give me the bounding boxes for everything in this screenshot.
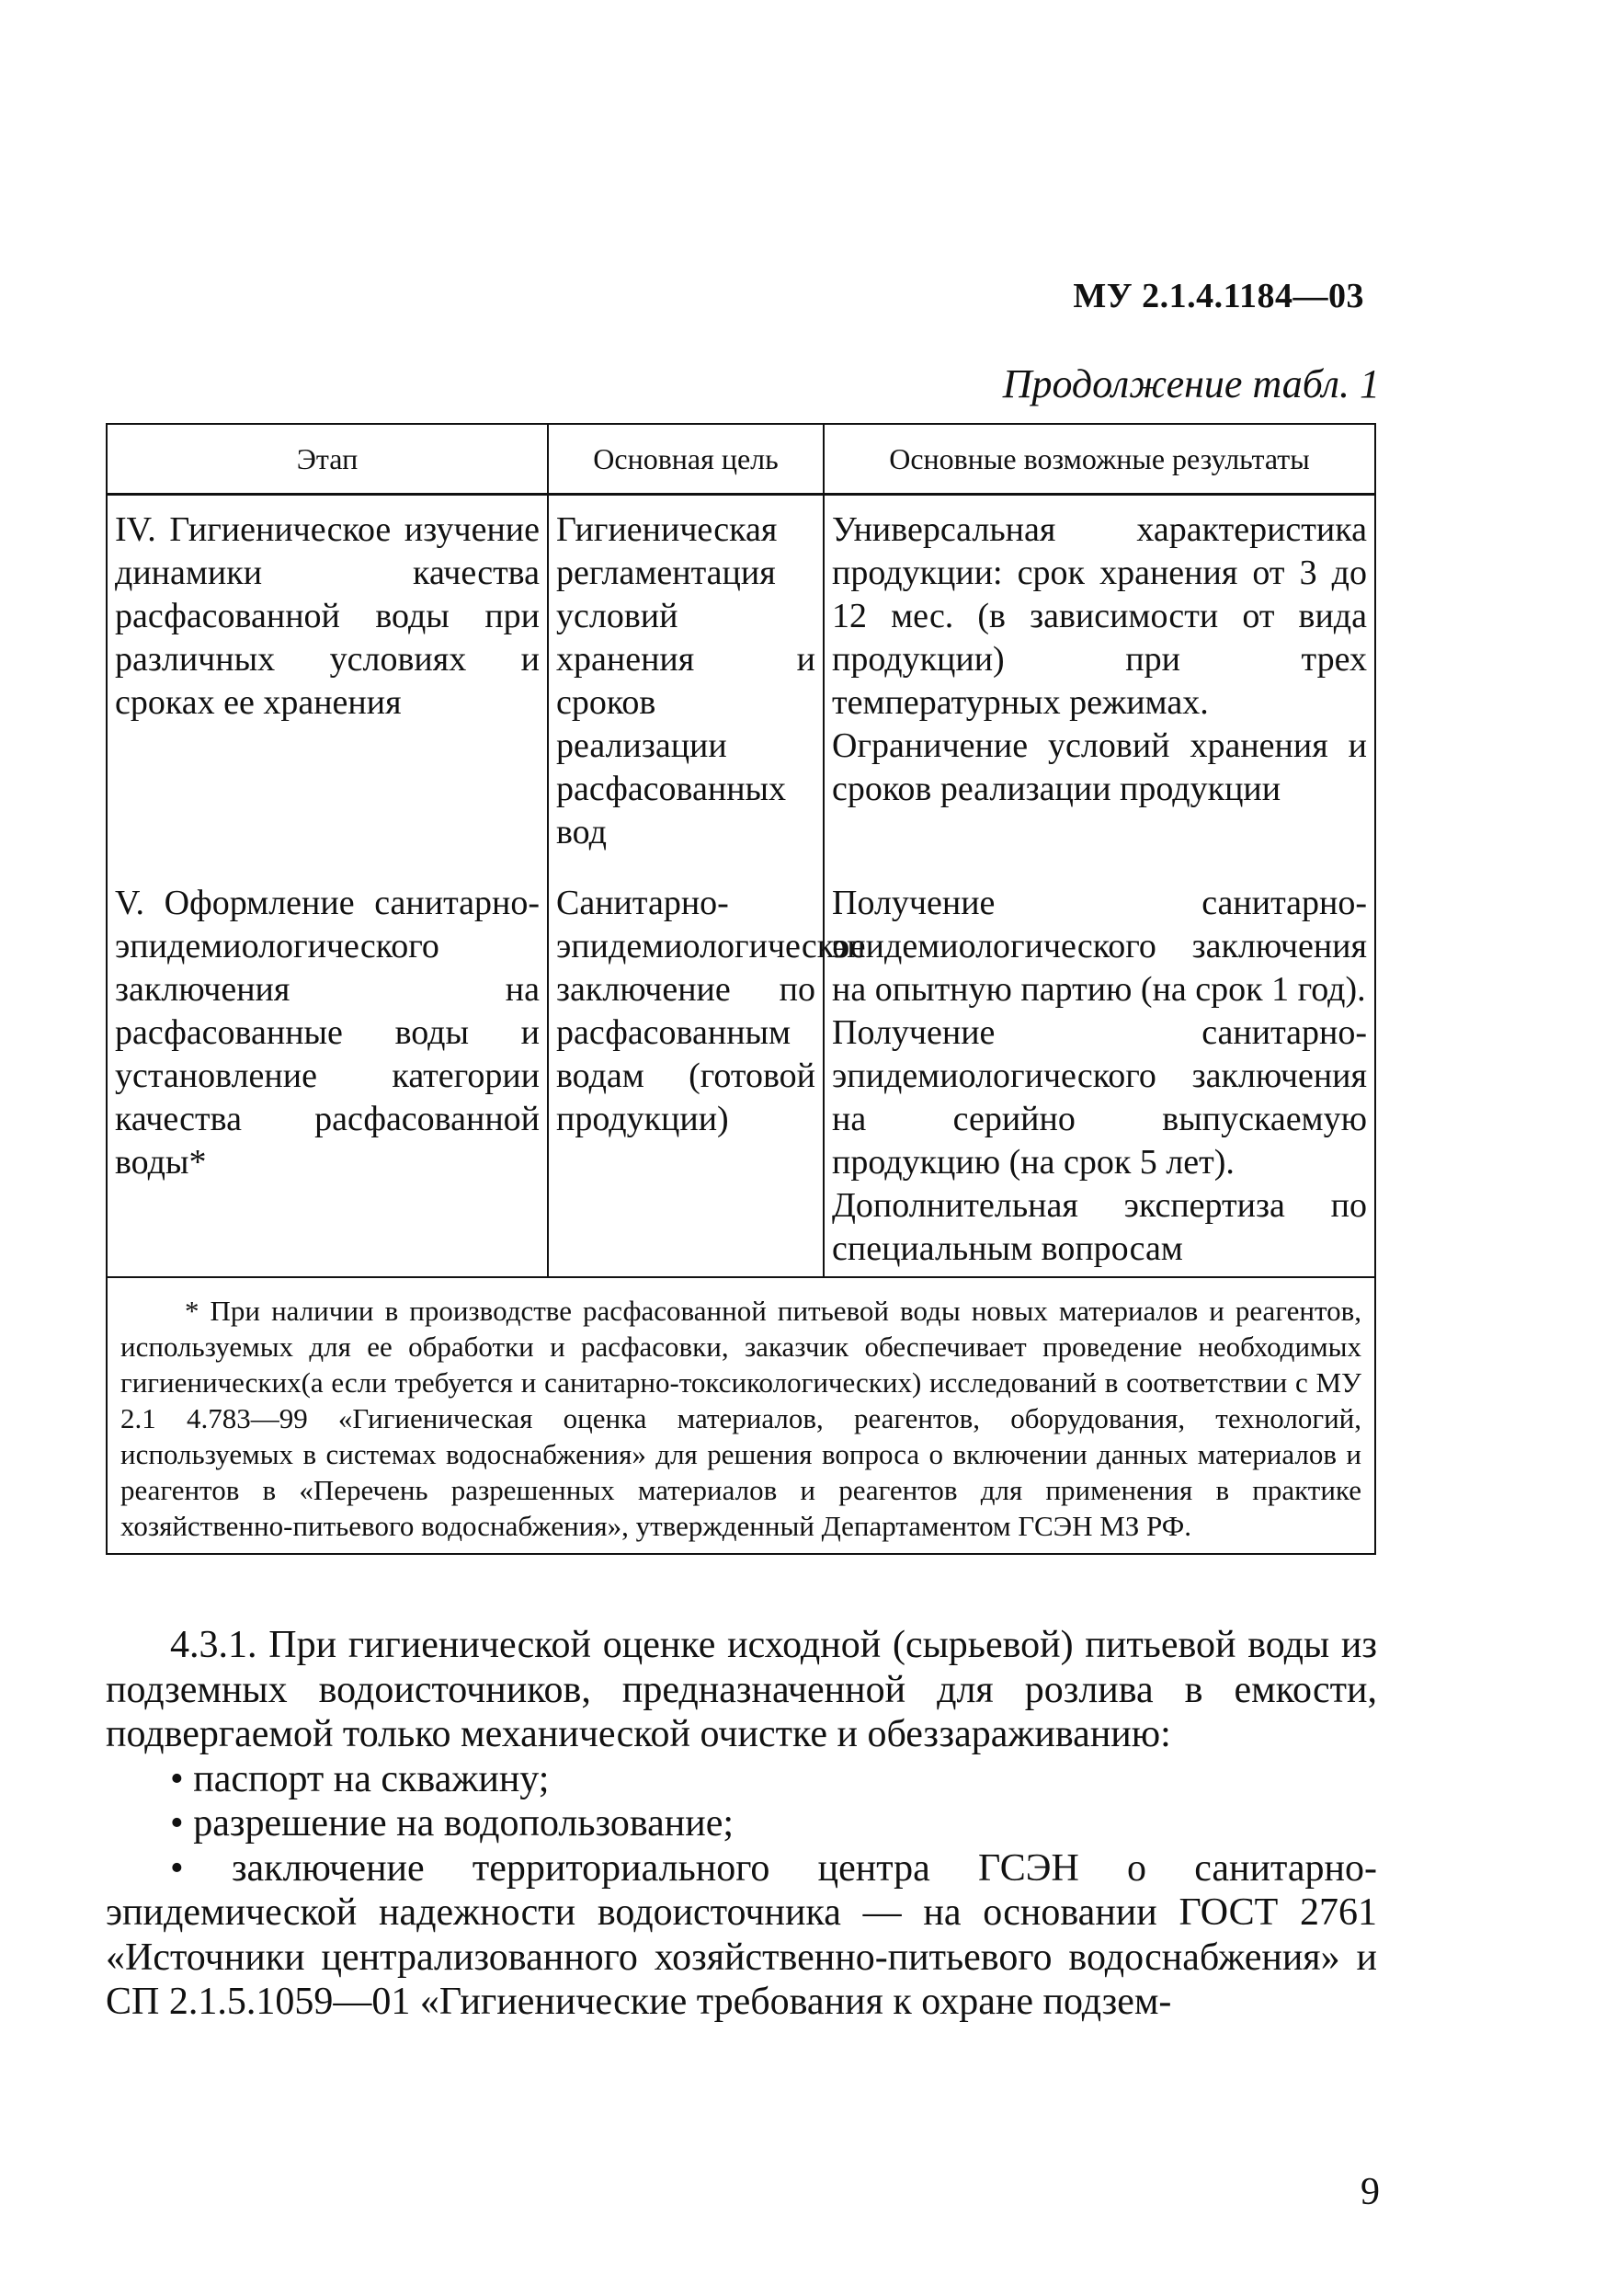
list-item: • паспорт на скважину;: [170, 1757, 550, 1800]
body-text: [106, 1623, 1377, 2025]
column-header-results: Основные возможные результаты: [824, 424, 1375, 495]
table-row: [107, 495, 1375, 883]
cell-goal: Санитарно-эпидемиологическое заключение по расфасованным водам (готовой продукции): [548, 882, 824, 1277]
result-item: Получение санитарно-эпидемиологического заключения на опытную партию (на срок 1 год).: [832, 884, 1367, 1009]
result-item: Универсальная характеристика продукции: срок хранения от 3 до 12 мес. (в зависимости от вида продукции) при трех температурных режимах.: [832, 510, 1367, 722]
paragraph-4-3-1: 4.3.1. При гигиенической оценке исходной (сырьевой) питьевой воды из подземных водоисточников, предназначенной для розлива в емкости, подвергаемой только механической очистке и обеззараживанию:: [106, 1624, 1377, 1755]
list-item: • заключение территориального центра ГСЭН о санитарно-эпидемической надежности водоисточника — на основании ГОСТ 2761 «Источники централизованного хозяйственно-питьевого водоснабжения» и СП 2.1.5.1059—01 «Гигиенические требования к охране подзем-: [106, 1846, 1377, 2023]
document-id: МУ 2.1.4.1184—03: [1073, 277, 1364, 315]
table-header-row: [107, 424, 1375, 495]
footnote-row: [107, 1277, 1375, 1554]
list-item-text: разрешение на водопользование;: [193, 1802, 734, 1845]
table-footnote: [107, 1277, 1375, 1554]
result-item: Дополнительная экспертиза по специальным вопросам: [832, 1186, 1367, 1268]
stages-table: [106, 423, 1376, 1555]
list-item: • разрешение на водопользование;: [170, 1802, 734, 1845]
cell-goal: Гигиеническая регламентация условий хранения и сроков реализации расфасованных вод: [548, 495, 824, 883]
page-number: 9: [1361, 2171, 1380, 2213]
result-item: Получение санитарно-эпидемиологического заключения на серийно выпускаемую продукцию (на срок 5 лет).: [832, 1013, 1367, 1182]
column-header-goal: Основная цель: [548, 424, 824, 495]
list-item-text: паспорт на скважину;: [193, 1757, 550, 1800]
cell-stage: IV. Гигиеническое изучение динамики качества расфасованной воды при различных условиях и сроках ее хранения: [107, 495, 548, 883]
cell-results: [824, 495, 1375, 883]
cell-results: [824, 882, 1375, 1277]
column-header-stage: Этап: [107, 424, 548, 495]
footnote-text: * При наличии в производстве расфасованной питьевой воды новых материалов и реагентов, используемых для ее обработки и расфасовки, заказчик обеспечивает проведение необходимых гигиенических(а если требуется и санитарно-токсикологических) исследований в соответствии с МУ 2.1 4.783—99 «Гигиеническая оценка материалов, реагентов, оборудования, технологий, используемых в системах водоснабжения» для решения вопроса о включении данных материалов и реагентов в «Перечень разрешенных материалов и реагентов для применения в практике хозяйственно-питьевого водоснабжения», утвержденный Департаментом ГСЭН МЗ РФ.: [120, 1295, 1361, 1542]
list-item-text: заключение территориального центра ГСЭН о санитарно-эпидемической надежности водоисточника — на основании ГОСТ 2761 «Источники централизованного хозяйственно-питьевого водоснабжения» и СП 2.1.5.1059—01 «Гигиенические требования к охране подзем-: [106, 1846, 1377, 2023]
cell-stage: V. Оформление санитарно-эпидемиологического заключения на расфасованные воды и установление категории качества расфасованной воды*: [107, 882, 548, 1277]
table-caption: Продолжение табл. 1: [1002, 361, 1380, 406]
result-item: Ограничение условий хранения и сроков реализации продукции: [832, 726, 1367, 808]
table-row: [107, 882, 1375, 1277]
